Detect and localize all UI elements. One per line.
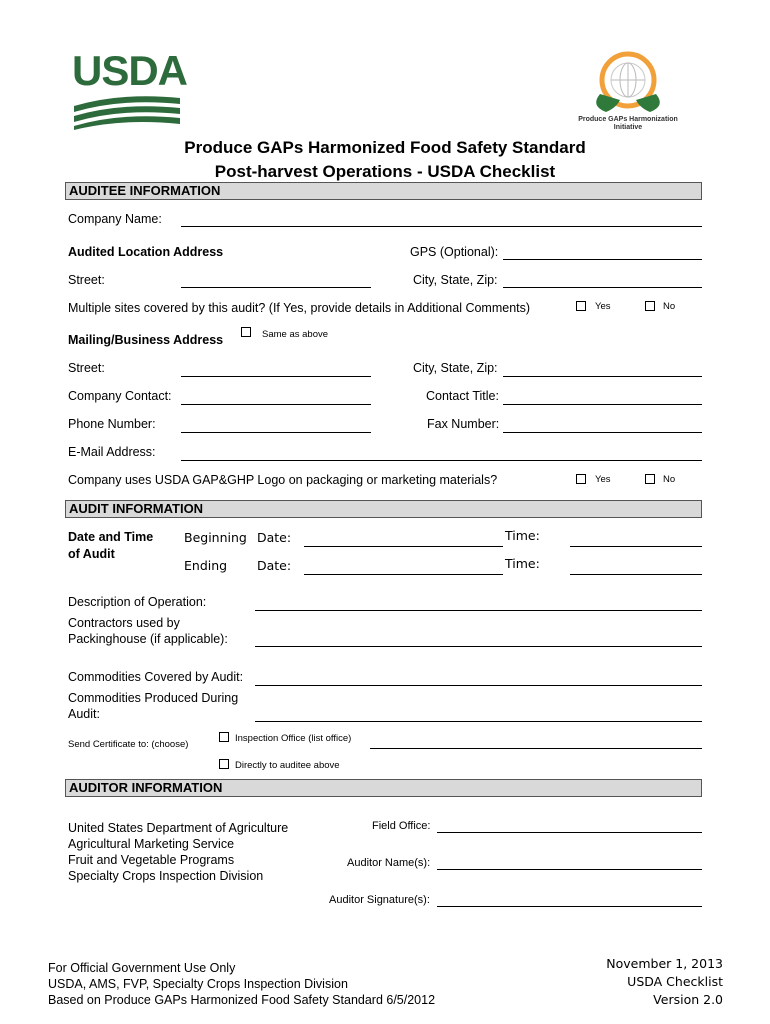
- logo-question-label: Company uses USDA GAP&GHP Logo on packaging or marketing materials?: [68, 473, 498, 487]
- logo-no-label: No: [663, 474, 676, 485]
- contractors-field[interactable]: [255, 646, 702, 647]
- inspection-office-label: Inspection Office (list office): [235, 733, 352, 744]
- section-header-auditor: AUDITOR INFORMATION: [65, 779, 702, 797]
- directly-to-auditee-label: Directly to auditee above: [235, 760, 340, 771]
- phone-label: Phone Number:: [68, 417, 156, 431]
- footer-left-line1: For Official Government Use Only: [48, 961, 236, 975]
- footer-left-line3: Based on Produce GAPs Harmonized Food Safety Standard 6/5/2012: [48, 993, 436, 1007]
- mailing-street-label: Street:: [68, 361, 105, 375]
- auditor-signatures-field[interactable]: [437, 906, 702, 907]
- ending-label: Ending: [184, 558, 228, 573]
- logo-no-checkbox[interactable]: [645, 474, 655, 484]
- beginning-label: Beginning: [184, 530, 247, 545]
- gps-field[interactable]: [503, 259, 702, 260]
- street-label: Street:: [68, 273, 105, 287]
- company-name-label: Company Name:: [68, 212, 162, 226]
- email-label: E-Mail Address:: [68, 445, 156, 459]
- auditor-names-field[interactable]: [437, 869, 702, 870]
- description-field[interactable]: [255, 610, 702, 611]
- inspection-office-checkbox[interactable]: [219, 732, 229, 742]
- gps-label: GPS (Optional):: [410, 245, 499, 259]
- footer-doc-name: USDA Checklist: [627, 974, 723, 989]
- beginning-date-field[interactable]: [304, 546, 503, 547]
- ending-time-field[interactable]: [570, 574, 702, 575]
- logo-yes-label: Yes: [595, 474, 611, 485]
- fax-field[interactable]: [503, 432, 702, 433]
- contact-title-field[interactable]: [503, 404, 702, 405]
- auditor-org-line2: Agricultural Marketing Service: [68, 837, 235, 851]
- mailing-street-field[interactable]: [181, 376, 371, 377]
- city-state-zip-label: City, State, Zip:: [413, 273, 498, 287]
- contact-title-label: Contact Title:: [426, 389, 499, 403]
- auditor-org-line4: Specialty Crops Inspection Division: [68, 869, 264, 883]
- multiple-sites-yes-label: Yes: [595, 301, 611, 312]
- fax-label: Fax Number:: [427, 417, 500, 431]
- section-header-audit: AUDIT INFORMATION: [65, 500, 702, 518]
- commodities-produced-field[interactable]: [255, 721, 702, 722]
- globe-leaves-icon: [578, 50, 678, 120]
- description-label: Description of Operation:: [68, 595, 207, 609]
- multiple-sites-no-checkbox[interactable]: [645, 301, 655, 311]
- street-field[interactable]: [181, 287, 371, 288]
- company-contact-field[interactable]: [181, 404, 371, 405]
- page-title-line2: Post-harvest Operations - USDA Checklist: [214, 162, 556, 181]
- footer-left-line2: USDA, AMS, FVP, Specialty Crops Inspection Division: [48, 977, 348, 991]
- audited-location-label: Audited Location Address: [68, 245, 224, 259]
- field-office-field[interactable]: [437, 832, 702, 833]
- auditor-org-line3: Fruit and Vegetable Programs: [68, 853, 235, 867]
- multiple-sites-yes-checkbox[interactable]: [576, 301, 586, 311]
- same-as-above-label: Same as above: [262, 329, 329, 340]
- mailing-address-label: Mailing/Business Address: [68, 333, 224, 347]
- date-time-label-line1: Date and Time: [68, 530, 154, 544]
- mailing-city-state-zip-field[interactable]: [503, 376, 702, 377]
- footer-version: Version 2.0: [653, 992, 723, 1007]
- commodities-produced-label-line2: Audit:: [68, 707, 100, 721]
- ending-time-label: Time:: [505, 556, 540, 571]
- contractors-label-line1: Contractors used by: [68, 616, 180, 630]
- email-field[interactable]: [181, 460, 702, 461]
- mailing-city-state-zip-label: City, State, Zip:: [413, 361, 498, 375]
- commodities-covered-field[interactable]: [255, 685, 702, 686]
- field-office-label: Field Office:: [372, 820, 431, 832]
- multiple-sites-label: Multiple sites covered by this audit? (If Yes, provide details in Additional Comments): [68, 301, 531, 315]
- auditor-org-line1: United States Department of Agriculture: [68, 821, 289, 835]
- send-certificate-label: Send Certificate to: (choose): [68, 739, 189, 750]
- produce-gaps-logo: [578, 50, 678, 134]
- page-title-line1: Produce GAPs Harmonized Food Safety Standard: [184, 138, 586, 157]
- company-contact-label: Company Contact:: [68, 389, 172, 403]
- same-as-above-checkbox[interactable]: [241, 327, 251, 337]
- multiple-sites-no-label: No: [663, 301, 676, 312]
- usda-logo: [72, 47, 188, 130]
- produce-gaps-logo-text: Produce GAPs Harmonization Initiative: [578, 116, 678, 131]
- auditor-names-label: Auditor Name(s):: [347, 857, 431, 869]
- ending-date-field[interactable]: [304, 574, 503, 575]
- company-name-field[interactable]: [181, 226, 702, 227]
- city-state-zip-field[interactable]: [503, 287, 702, 288]
- commodities-covered-label: Commodities Covered by Audit:: [68, 670, 244, 684]
- contractors-label-line2: Packinghouse (if applicable):: [68, 632, 228, 646]
- beginning-time-label: Time:: [505, 528, 540, 543]
- inspection-office-field[interactable]: [370, 748, 702, 749]
- logo-yes-checkbox[interactable]: [576, 474, 586, 484]
- ending-date-label: Date:: [257, 558, 292, 573]
- phone-field[interactable]: [181, 432, 371, 433]
- beginning-date-label: Date:: [257, 530, 292, 545]
- beginning-time-field[interactable]: [570, 546, 702, 547]
- auditor-signatures-label: Auditor Signature(s):: [329, 894, 430, 906]
- footer-date: November 1, 2013: [606, 956, 723, 971]
- directly-to-auditee-checkbox[interactable]: [219, 759, 229, 769]
- section-header-auditee: AUDITEE INFORMATION: [65, 182, 702, 200]
- usda-logo-text: USDA: [72, 47, 188, 94]
- commodities-produced-label-line1: Commodities Produced During: [68, 691, 239, 705]
- date-time-label-line2: of Audit: [68, 547, 115, 561]
- usda-logo-swoosh-icon: [72, 90, 184, 130]
